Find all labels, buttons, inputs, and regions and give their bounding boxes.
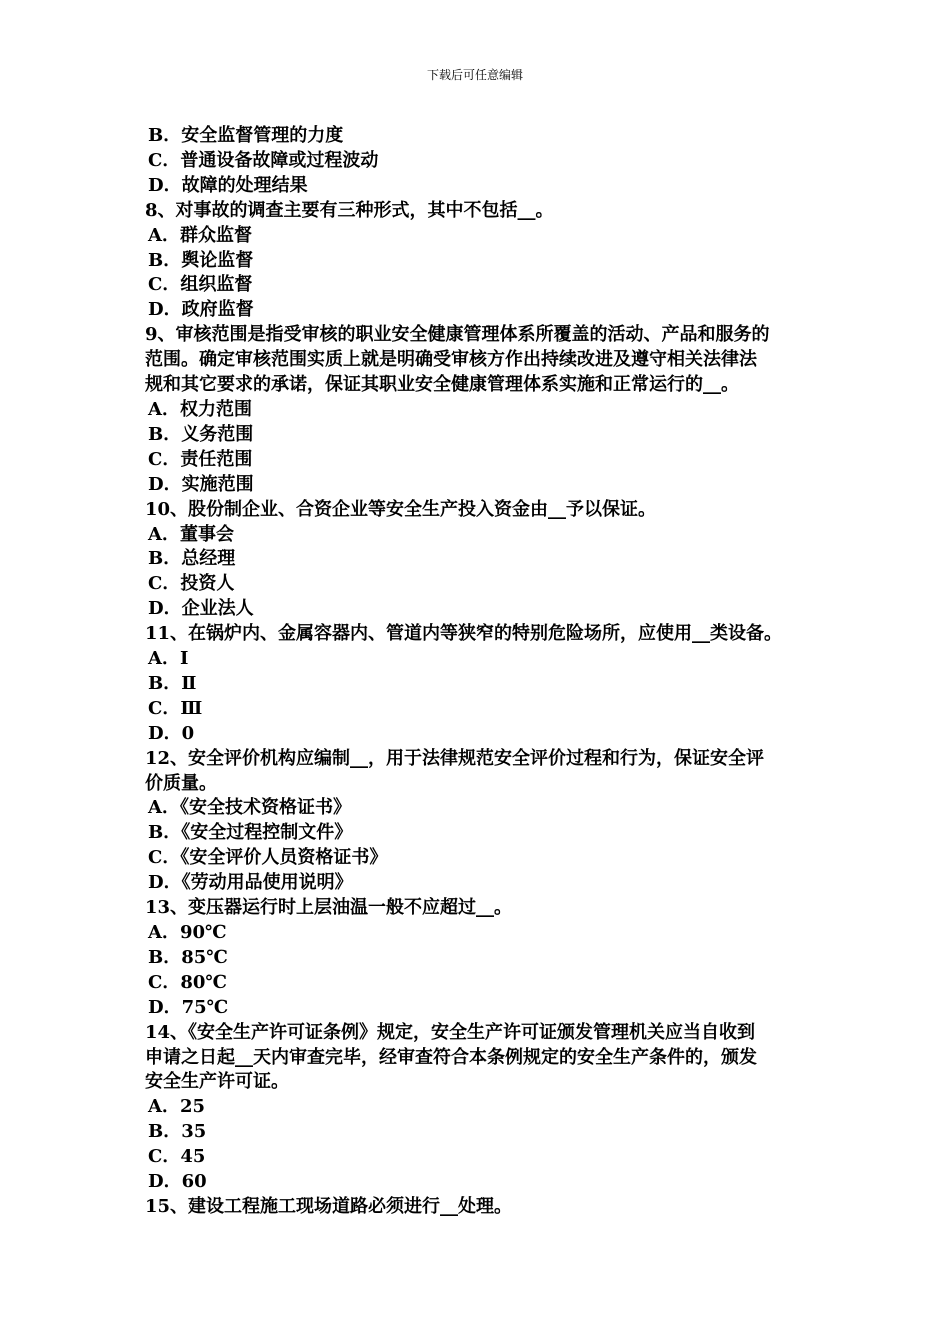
- question-stem: [145, 896, 815, 921]
- answer-option: D．政府监督: [148, 299, 254, 321]
- question-line: 11、在锅炉内、金属容器内、管道内等狭窄的特别危险场所，应使用__类设备。: [145, 623, 783, 645]
- question-stem: [145, 622, 815, 647]
- question-line: 范围。确定审核范围实质上就是明确受审核方作出持续改进及遵守相关法律法: [145, 349, 757, 371]
- answer-option: C．《安全评价人员资格证书》: [148, 847, 388, 869]
- question-stem: [145, 323, 815, 398]
- question-stem: [145, 1195, 815, 1220]
- document-body: [145, 124, 815, 1220]
- answer-option: C．45: [148, 1146, 206, 1168]
- question-line: 价质量。: [145, 772, 217, 794]
- answer-option: A．权力范围: [148, 398, 252, 420]
- answer-option: B．85℃: [148, 946, 228, 968]
- question-line: 10、股份制企业、合资企业等安全生产投入资金由__予以保证。: [145, 498, 657, 520]
- question-line: 14、《安全生产许可证条例》规定，安全生产许可证颁发管理机关应当自收到: [145, 1021, 756, 1043]
- question-stem: [145, 747, 815, 797]
- answer-option: B．义务范围: [148, 423, 254, 445]
- answer-option: A．Ⅰ: [148, 648, 189, 670]
- answer-option: A．群众监督: [148, 224, 252, 246]
- answer-option: A．90℃: [148, 922, 227, 943]
- answer-option: B．舆论监督: [148, 249, 254, 271]
- question-stem: [145, 1021, 815, 1096]
- answer-option: A．《安全技术资格证书》: [148, 797, 351, 819]
- question-line: 13、变压器运行时上层油温一般不应超过__。: [145, 897, 513, 919]
- answer-option: B．Ⅱ: [148, 672, 197, 694]
- answer-option: D．0: [148, 722, 195, 744]
- question-line: 规和其它要求的承诺，保证其职业安全健康管理体系实施和正常运行的__。: [145, 374, 739, 396]
- question-line: 15、建设工程施工现场道路必须进行__处理。: [145, 1195, 513, 1217]
- question-line: 安全生产许可证。: [145, 1071, 289, 1093]
- question-stem: [145, 199, 815, 224]
- answer-option: D．75℃: [148, 996, 229, 1018]
- answer-option: A．董事会: [148, 523, 234, 545]
- answer-option: C．Ⅲ: [148, 697, 203, 719]
- answer-option: C．组织监督: [148, 274, 253, 296]
- answer-option: C．80℃: [148, 971, 227, 993]
- answer-option: D．60: [148, 1171, 207, 1193]
- answer-option: D．《劳动用品使用说明》: [148, 872, 353, 894]
- answer-option: D．实施范围: [148, 473, 254, 495]
- page-header: 下载后可任意编辑: [426, 68, 523, 82]
- answer-option: B．总经理: [148, 548, 236, 570]
- answer-option: C．投资人: [148, 573, 235, 595]
- answer-option: C．普通设备故障或过程波动: [148, 149, 379, 171]
- answer-option: B．35: [148, 1121, 207, 1143]
- question-line: 申请之日起__天内审查完毕，经审查符合本条例规定的安全生产条件的，颁发: [145, 1046, 757, 1068]
- question-line: 12、安全评价机构应编制__，用于法律规范安全评价过程和行为，保证安全评: [145, 747, 765, 769]
- question-stem: [145, 498, 815, 523]
- answer-option: D．故障的处理结果: [148, 174, 308, 196]
- answer-option: A．25: [148, 1096, 206, 1118]
- answer-option: C．责任范围: [148, 448, 253, 470]
- answer-option: B．《安全过程控制文件》: [148, 822, 353, 844]
- question-line: 9、审核范围是指受审核的职业安全健康管理体系所覆盖的活动、产品和服务的: [145, 324, 770, 346]
- answer-option: B．安全监督管理的力度: [148, 125, 344, 146]
- question-line: 8、对事故的调查主要有三种形式，其中不包括__。: [145, 199, 554, 221]
- answer-option: D．企业法人: [148, 598, 254, 620]
